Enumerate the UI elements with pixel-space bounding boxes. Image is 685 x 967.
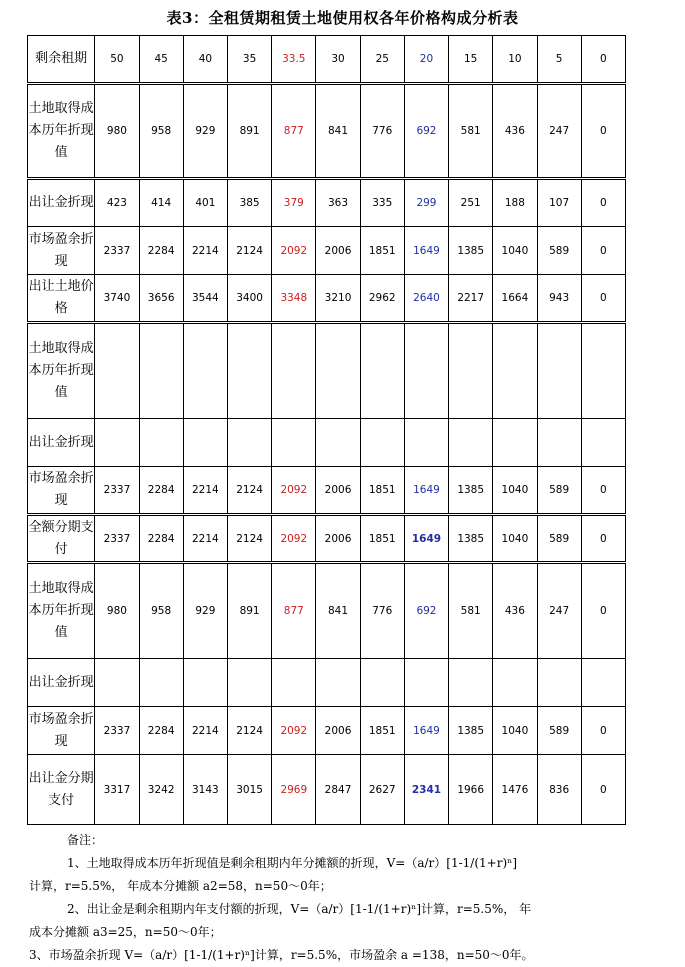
table-cell <box>272 323 316 419</box>
table-cell: 2962 <box>360 275 404 323</box>
table-cell: 40 <box>183 36 227 84</box>
row-label: 市场盈余折现 <box>28 227 95 275</box>
table-cell: 335 <box>360 179 404 227</box>
table-cell: 1385 <box>449 227 493 275</box>
table-cell <box>360 419 404 467</box>
table-cell: 1476 <box>493 755 537 825</box>
table-cell: 5 <box>537 36 581 84</box>
table-cell: 1851 <box>360 515 404 563</box>
table-cell: 2006 <box>316 707 360 755</box>
table-cell: 0 <box>581 179 625 227</box>
table-cell <box>227 659 271 707</box>
table-cell: 247 <box>537 563 581 659</box>
table-cell: 943 <box>537 275 581 323</box>
table-cell: 3740 <box>95 275 139 323</box>
table-cell: 1851 <box>360 227 404 275</box>
table-cell: 958 <box>139 563 183 659</box>
table-cell: 841 <box>316 563 360 659</box>
table-cell <box>227 323 271 419</box>
table-cell: 2969 <box>272 755 316 825</box>
notes <box>29 829 659 967</box>
table-cell: 0 <box>581 467 625 515</box>
table-cell: 1385 <box>449 707 493 755</box>
table-cell: 841 <box>316 84 360 179</box>
table-cell: 3400 <box>227 275 271 323</box>
table-cell: 2214 <box>183 227 227 275</box>
table-cell: 877 <box>272 84 316 179</box>
table-cell: 3143 <box>183 755 227 825</box>
table-cell: 3015 <box>227 755 271 825</box>
table-cell <box>493 659 537 707</box>
table-cell: 1385 <box>449 515 493 563</box>
table-cell <box>493 323 537 419</box>
table-cell: 251 <box>449 179 493 227</box>
table-cell: 1851 <box>360 707 404 755</box>
table-cell <box>227 419 271 467</box>
table-cell: 2284 <box>139 515 183 563</box>
table-cell: 1040 <box>493 515 537 563</box>
table-cell: 0 <box>581 227 625 275</box>
note-2-line-1: 2、出让金是剩余租期内年支付额的折现，V=（a/r）[1-1/(1+r)ⁿ]计算，r=5.5%， 年 <box>67 902 532 916</box>
table-cell: 0 <box>581 84 625 179</box>
notes-heading: 备注： <box>67 833 104 847</box>
table-cell: 2092 <box>272 467 316 515</box>
table-cell: 776 <box>360 84 404 179</box>
table-cell: 2124 <box>227 707 271 755</box>
table-row <box>28 467 626 515</box>
table-cell: 1040 <box>493 227 537 275</box>
table-cell: 2337 <box>95 707 139 755</box>
table-cell <box>581 419 625 467</box>
table-cell: 1851 <box>360 467 404 515</box>
table-cell: 891 <box>227 84 271 179</box>
table-cell: 2337 <box>95 515 139 563</box>
table-row <box>28 323 626 419</box>
table-cell: 2006 <box>316 467 360 515</box>
table-cell <box>316 419 360 467</box>
table-cell: 1040 <box>493 467 537 515</box>
table-row <box>28 275 626 323</box>
note-3: 3、市场盈余折现 V=（a/r）[1-1/(1+r)ⁿ]计算，r=5.5%，市场盈余 a =138，n=50～0年。 <box>29 948 534 962</box>
table-cell: 414 <box>139 179 183 227</box>
row-label: 出让金折现 <box>28 419 95 467</box>
table-cell <box>95 419 139 467</box>
row-label: 出让土地价格 <box>28 275 95 323</box>
table-cell: 589 <box>537 707 581 755</box>
table-cell <box>360 659 404 707</box>
table-cell: 0 <box>581 707 625 755</box>
table-cell <box>581 659 625 707</box>
table-cell: 3656 <box>139 275 183 323</box>
table-cell: 2214 <box>183 515 227 563</box>
table-cell: 25 <box>360 36 404 84</box>
table-cell: 958 <box>139 84 183 179</box>
table-cell <box>316 323 360 419</box>
table-cell: 3348 <box>272 275 316 323</box>
table-cell: 0 <box>581 275 625 323</box>
table-cell <box>449 323 493 419</box>
table-cell <box>183 323 227 419</box>
table-row <box>28 179 626 227</box>
table-cell: 401 <box>183 179 227 227</box>
table-cell: 2847 <box>316 755 360 825</box>
table-row <box>28 36 626 84</box>
table-cell: 35 <box>227 36 271 84</box>
table-cell: 2337 <box>95 227 139 275</box>
table-cell <box>581 323 625 419</box>
table-cell: 1966 <box>449 755 493 825</box>
table-cell: 3210 <box>316 275 360 323</box>
table-cell: 423 <box>95 179 139 227</box>
table-row <box>28 227 626 275</box>
table-cell: 299 <box>404 179 448 227</box>
table-cell: 0 <box>581 755 625 825</box>
table-cell <box>404 419 448 467</box>
table-row <box>28 419 626 467</box>
table-cell: 929 <box>183 84 227 179</box>
table-cell: 589 <box>537 227 581 275</box>
table-cell: 0 <box>581 515 625 563</box>
table-cell: 2092 <box>272 227 316 275</box>
table-cell: 980 <box>95 563 139 659</box>
table-title: 表3：全租赁期租赁土地使用权各年价格构成分析表 <box>166 9 519 27</box>
row-label: 市场盈余折现 <box>28 707 95 755</box>
table-cell: 589 <box>537 467 581 515</box>
table-cell: 891 <box>227 563 271 659</box>
table-cell <box>404 323 448 419</box>
table-cell: 2640 <box>404 275 448 323</box>
table-cell <box>360 323 404 419</box>
table-cell: 247 <box>537 84 581 179</box>
table-row <box>28 515 626 563</box>
table-cell: 2214 <box>183 467 227 515</box>
table-cell <box>272 419 316 467</box>
table-cell <box>449 659 493 707</box>
table-cell <box>95 659 139 707</box>
row-label: 土地取得成本历年折现值 <box>28 323 95 419</box>
table-cell <box>272 659 316 707</box>
table-cell: 2124 <box>227 515 271 563</box>
table-cell: 980 <box>95 84 139 179</box>
row-label: 市场盈余折现 <box>28 467 95 515</box>
table-cell: 436 <box>493 563 537 659</box>
table-cell <box>537 323 581 419</box>
table-cell <box>139 323 183 419</box>
table-cell: 3242 <box>139 755 183 825</box>
table-cell: 692 <box>404 563 448 659</box>
table-cell: 877 <box>272 563 316 659</box>
table-cell: 836 <box>537 755 581 825</box>
table-cell: 1649 <box>404 707 448 755</box>
table-cell: 1385 <box>449 467 493 515</box>
table-cell <box>183 419 227 467</box>
table-cell: 30 <box>316 36 360 84</box>
table-cell: 2284 <box>139 227 183 275</box>
table-row <box>28 84 626 179</box>
row-label: 出让金折现 <box>28 659 95 707</box>
table-cell: 2006 <box>316 227 360 275</box>
table-cell: 2092 <box>272 515 316 563</box>
table-cell: 581 <box>449 84 493 179</box>
table-cell: 2627 <box>360 755 404 825</box>
table-cell <box>537 659 581 707</box>
table-cell <box>139 419 183 467</box>
table-cell: 20 <box>404 36 448 84</box>
table-cell: 3544 <box>183 275 227 323</box>
price-composition-table <box>27 35 626 825</box>
table-cell: 3317 <box>95 755 139 825</box>
table-cell <box>493 419 537 467</box>
table-cell: 45 <box>139 36 183 84</box>
table-cell: 1649 <box>404 467 448 515</box>
table-cell: 10 <box>493 36 537 84</box>
table-cell: 379 <box>272 179 316 227</box>
table-cell: 589 <box>537 515 581 563</box>
table-cell: 2092 <box>272 707 316 755</box>
table-cell: 2124 <box>227 227 271 275</box>
table-cell: 692 <box>404 84 448 179</box>
table-cell: 776 <box>360 563 404 659</box>
table-row <box>28 563 626 659</box>
table-cell: 50 <box>95 36 139 84</box>
table-cell: 188 <box>493 179 537 227</box>
table-row <box>28 659 626 707</box>
table-cell <box>449 419 493 467</box>
table-cell: 15 <box>449 36 493 84</box>
table-cell: 2217 <box>449 275 493 323</box>
row-label: 剩余租期 <box>28 36 95 84</box>
table-cell: 1664 <box>493 275 537 323</box>
row-label: 出让金分期支付 <box>28 755 95 825</box>
table-cell: 2214 <box>183 707 227 755</box>
table-cell: 1040 <box>493 707 537 755</box>
table-cell: 33.5 <box>272 36 316 84</box>
table-cell: 581 <box>449 563 493 659</box>
row-label: 全额分期支付 <box>28 515 95 563</box>
table-cell: 2337 <box>95 467 139 515</box>
table-cell <box>404 659 448 707</box>
table-cell: 0 <box>581 563 625 659</box>
table-cell <box>183 659 227 707</box>
note-1-line-1: 1、土地取得成本历年折现值是剩余租期内年分摊额的折现，V=（a/r）[1-1/(1+r)ⁿ] <box>67 856 518 870</box>
table-cell: 0 <box>581 36 625 84</box>
table-cell: 2341 <box>404 755 448 825</box>
table-cell: 385 <box>227 179 271 227</box>
table-row <box>28 755 626 825</box>
note-2-line-2: 成本分摊额 a3=25，n=50～0年； <box>29 925 222 939</box>
table-cell: 2284 <box>139 707 183 755</box>
table-cell: 107 <box>537 179 581 227</box>
table-cell: 436 <box>493 84 537 179</box>
table-cell: 1649 <box>404 227 448 275</box>
row-label: 土地取得成本历年折现值 <box>28 563 95 659</box>
table-cell: 363 <box>316 179 360 227</box>
table-cell <box>95 323 139 419</box>
table-cell: 2284 <box>139 467 183 515</box>
table-cell <box>139 659 183 707</box>
table-cell: 2124 <box>227 467 271 515</box>
table-cell: 929 <box>183 563 227 659</box>
table-cell: 2006 <box>316 515 360 563</box>
row-label: 出让金折现 <box>28 179 95 227</box>
table-cell: 1649 <box>404 515 448 563</box>
row-label: 土地取得成本历年折现值 <box>28 84 95 179</box>
table-row <box>28 707 626 755</box>
note-1-line-2: 计算，r=5.5%， 年成本分摊额 a2=58，n=50～0年； <box>29 879 332 893</box>
table-cell <box>537 419 581 467</box>
table-cell <box>316 659 360 707</box>
